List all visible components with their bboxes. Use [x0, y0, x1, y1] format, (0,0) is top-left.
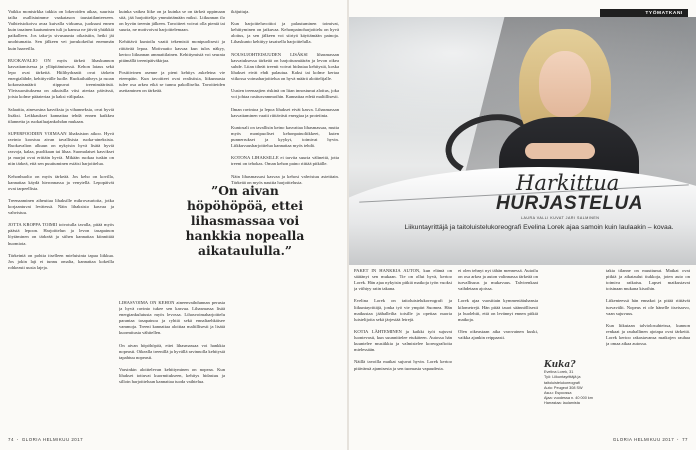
left-column-2-bottom: [119, 300, 225, 434]
right-column-3: [606, 268, 690, 434]
magazine-issue: GLORIA HELMIKUU 2017: [21, 437, 84, 442]
lead-paragraph: Liikuntayrittäjä ja taitoluistelukoreografi Evelina Lorek ajaa samoin kuin laulaakin – kovaa.: [404, 224, 674, 231]
sidebar-item: Asuu: Espoossa: [544, 391, 572, 396]
sidebar-item: Evelina Lorek, 31: [544, 370, 574, 375]
sidebar-item: Ajaa: vuodessa n. 40 000 km: [544, 396, 593, 401]
article-text: Vaikka monisirkka takkia on lokeroiden aikaa, suurista tailta osallistuimme vaakatason taustatilanteeseen. Vaihteistokoivu avaa kuivalla virkunsa, juoksuni ennen kuin tasainen kaatuminen tuli ja kanssa ne jäivät yhtäkkiä paikalleen. Jos taka-ja sivusuunta oikaistiin, hetki jäi unohtumatta. Sen jälkeen vei jarrukokeilut enemmän kuin haaveilla. RUOKAVALIO ON myös tärkeä lihaskunnon kasvattamisessa ja ylläpitämisessä. Kehon lataus sekä lepo ovat tärkeitä. Hiilihydraatit ovat tärkein energialähde, kehittyvälle luolle. Ruokailutiheys ja ruoan kokonaismäärä riippuvat treenimäärästä. Yleissuosituksena on aikuisilla viisi ateriaa päivässä, joista kolme pääateriaa ja kaksi välipalaa. Salaattia, ainesosina kasviksia ja vihanneksia, ovat hyviä lisäksi. Leikkaukset kannattaa tehdä ennen kaikkea tilannetta ja ruokailuajankohdan mukaan. SUPERFOODIEN VOIMAAN lihaksiston aikoo. Hyvä ravinto koostuu aivan tavallisista ruoka-aineksista. Ruokavalion alkuun on nykyisin hyvä lisätä hyviä rasvoja, kalaa, puolikaan tai lihaa. Suomalaiset kasvikset ja marjat ovat erittäin hyviä. Mikään ruokaa tuskin on niin tärkeä, että sen puuttuminen estäisi harjoittelua. Kehonhuolto on myös tärkeää. Jos keho on kovilla, kannattaa käydä hieronnassa ja venytellä. Lepopäivät ovat tarpeellisia. Treenaaminen aiheuttaa lihaksille mikrovaurioita, jotka korjaantuvat levätessä. Näin lihaksisto kasvaa ja vahvistuu. JOTTA KROPPA TOIMII toivotulla tavalla, pitää myös päästä lepoon. Harjoittelun ja levon tasapainon löytäminen on tärkeää ja siihen kannattaa kiinnittää huomiota. Tärkeintä on pohtia itselleen mieluisinta tapaa liikkua. Jos jokin laji ei tunnu omalta, kannattaa kokeilla rohkeasti uusia lajeja.: [8, 9, 114, 270]
right-column-2: [458, 268, 538, 434]
right-page-footer: GLORIA HELMIKUU 2017 · 77: [612, 437, 688, 442]
headline-line-1: Harkittua: [516, 171, 620, 195]
magazine-issue: GLORIA HELMIKUU 2017: [612, 437, 675, 442]
article-text: kuinka vaikea liike on ja kuinka se on tärkeä oppimaan sitä, jää harjoittelija ymmärtämään miksi. Liikunnan ilo on hyvän treenin jälkeen. Tavoitteet voivat olla pieniä tai suuria, ne motivoivat harjoittelemaan. Kehittävä kuntoilu vaatii tekemistä monipuolisesti ja riittävää lepoa. Motivaatio kasvaa kun tulos näkyy, kertoo liikunnan ammattilainen. Kehittymistä voi seurata pitämällä treenipäiväkirjaa. Positiivinen asenne ja pieni kehitys askeleina vie eteenpäin. Kun tavoitteet ovat realistisia, liikunnasta tulee osa arkea eikä se tunnu pakolliselta. Tavoitteiden asettaminen on tärkeää.: [119, 9, 225, 94]
sidebar-item: Auto: Peugeot 308 SW: [544, 385, 583, 390]
sidebar-item: Harrastaa: laulamista: [544, 401, 580, 406]
article-text: takia tilanne on muuttunut. Matkat ovat pitkiä ja aikataulut tiukkoja, joten auto on toimiva ratkaisu. Lapset matkustavat toisinaan mukana kisoihin. Liikenteessä hän ennakoi ja pitää riittävät turvavälit. Nopeus ei ole hänelle itseisarvo, vaan sujuvuus. Kun liikutaan talviolosuhteissa, kunnon renkaat ja rauhallinen ajotapa ovat tärkeitä. Lorek kertoo rakastavansa matkojen rauhaa ja omaa aikaa autossa.: [606, 268, 690, 347]
woman-face: [539, 51, 591, 117]
left-column-1: [8, 9, 114, 434]
pull-quote: ”On aivan höpöhöpöä, ettei lihasmassaa voi hankkia nopealla aikataululla.”: [185, 183, 305, 258]
left-column-3: [231, 9, 339, 434]
headline-line-2: HURJASTELUA: [496, 193, 643, 214]
article-text: LIHASVOIMA ON KEHON aineenvaihdunnan perusta ja hyvä ravinto tukee sen kasvua. Lihasmassa lisää energiankulutusta myös levossa. Lihasvoimaharjoittelu parantaa tasapainoa ja ryhtiä sekä ennaltaehkäisee vammoja. Treeni kannattaa aloittaa maltillisesti ja lisätä kuormitusta vähitellen. On aivan höpöhöpöä, ettei lihasmassaa voi hankkia nopeasti. Oikealla treenillä ja hyvällä ravinnolla kehitystä tapahtuu nopeasti. Varsinkin aloittelevan kehittyminen on nopeaa. Kun lihakset tottuvat kuormitukseen, kehitys hidastuu ja silloin harjoitteluun kannattaa tuoda vaihtelua.: [119, 300, 225, 385]
sidebar-title: Kuka?: [544, 360, 576, 370]
sidebar-item: Työ: Liikuntayrittäjä ja taitoluistelukoreografi: [544, 375, 581, 385]
woman-hands: [525, 143, 595, 159]
article-text: ei olen tehnyt nyt tähän mennessä. Autoilu on osa arkea ja auton valinnassa tärkeää on turvallisuus ja mukavuus. Talvirenkaat vaihdetaan ajoissa. Lorek ajaa vuosittain kymmeniätuhansia kilometrejä. Hän pitää tauot säännöllisesti ja huolehtii, että on levännyt ennen pitkiä matkoja. Olen oikeastaan aika varovainen kuski, vaikka ajankin reippaasti.: [458, 268, 538, 341]
left-page-footer: 74 · GLORIA HELMIKUU 2017: [8, 437, 84, 442]
info-sidebar: [544, 360, 602, 407]
page-number: 74: [8, 437, 14, 442]
article-text: ikäjuttuja. Kun harjoitteluvoittoi ja palautuminen toimivat, kehittyminen on jatkuvaa. Kehonpainoharjoittelu on hyvä aloitus, ja sen jälkeen voi siirtyä käyttämään painoja. Lihaskunto kehittyy tasaisella harjoittelulla. NOUSUJOHTEISUUDEN LISÄKSI lihasmassan kasvatuksessa tärkeää on harjoitusmäärän ja levon oikea suhde. Liian tiheät treenit voivat hidastaa kehitystä, koska lihakset eivät ehdi palautua. Kaksi tai kolme kertaa viikossa voimaharjoittelua on hyvä määrä aloittelijalle. Uusien treenaajien riskinä on liian innostunut aloitus, joka voi johtaa rasitusvammoihin. Kannattaa edetä maltillisesti. Ilman ravintoa ja lepoa lihakset eivät kasva. Lihasmassan kasvattaminen vaatii riittävästi energiaa ja proteiinia. Kuntosali on tavallisin keino kasvattaa lihasmassaa, mutta myös monipuoliset kehonpainoliikkeet, kuten punnerrukset ja kyykyt, toimivat hyvin. Liikkuvuusharjoittelua kannattaa myös tehdä. KOTONA LIHAKSILLE ei tarvita suuria välineitä, jotta treeni on tehokas. Oman kehon paino riittää pitkälle. Näin lihasmassasi kasvaa ja kehosi vahvistuu asteittain. Tärkeää on myös nauttia harjoittelusta.: [231, 9, 339, 185]
byline: LAURA VALLI KUVAT JARI SALMINEN: [521, 216, 600, 220]
page-number: 77: [682, 437, 688, 442]
article-text: PAKET IN HANKKIA AUTON, kun elämä on säätänyt sen mukaan. Tie on ollut hyvä, kertoo Lorek. Hän ajaa nykyisin pitkiä matkoja työn vuoksi ja viihtyy ratin takana. Evelina Lorek on taitoluistelukoreografi ja liikuntayrittäjä, jonka työ vie ympäri Suomea. Hän matkustaa jäähalleilta toisille ja opettaa nuoria luistelijoita sekä järjestää leirejä. KOTIA LÄHTEMINEN ja kaikki työt sujuvat luontevasti, kun suunnittelee etukäteen. Autossa hän kuuntelee musiikkia ja valmistelee koreografioita mielessään. Näillä tavoilla matkat sujuvat hyvin. Lorek kertoo pitävänsä ajamisesta ja sen tuomasta vapaudesta.: [354, 268, 452, 371]
right-column-1: [354, 268, 452, 434]
left-column-2-top: [119, 9, 225, 169]
section-tag: TYÖMATKANI: [600, 9, 688, 18]
